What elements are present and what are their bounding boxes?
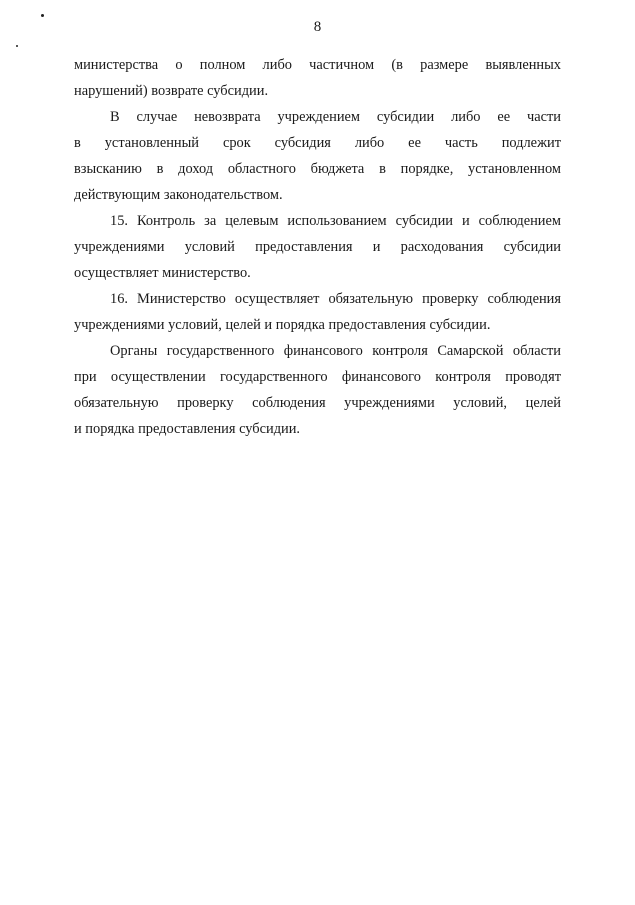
text-line: взысканию в доход областного бюджета в порядке, установленном — [74, 161, 561, 177]
text-line: обязательную проверку соблюдения учреждениями условий, целей — [74, 395, 561, 411]
text-line: учреждениями условий предоставления и расходования субсидии — [74, 239, 561, 255]
document-body — [74, 52, 561, 442]
text-line: осуществляет министерство. — [74, 265, 251, 281]
text-line: учреждениями условий, целей и порядка предоставления субсидии. — [74, 317, 491, 333]
text-line: действующим законодательством. — [74, 187, 283, 203]
text-line: нарушений) возврате субсидии. — [74, 83, 269, 99]
page-number: 8 — [313, 19, 322, 35]
scan-speck — [16, 45, 18, 47]
text-line: В случае невозврата учреждением субсидии либо ее части — [110, 109, 561, 125]
paragraph-refund — [74, 52, 561, 104]
paragraph-15 — [74, 208, 561, 286]
paragraph-financial-control — [74, 338, 561, 442]
text-line: и порядка предоставления субсидии. — [74, 421, 301, 437]
text-line: 15. Контроль за целевым использованием субсидии и соблюдением — [110, 213, 561, 229]
text-line: в установленный срок субсидия либо ее часть подлежит — [74, 135, 561, 151]
paragraph-16 — [74, 286, 561, 338]
text-line: Органы государственного финансового контроля Самарской области — [110, 343, 561, 359]
paragraph-non-return — [74, 104, 561, 208]
text-line: при осуществлении государственного финансового контроля проводят — [74, 369, 561, 385]
text-line: министерства о полном либо частичном (в размере выявленных — [74, 57, 561, 73]
scan-speck — [41, 14, 44, 17]
text-line: 16. Министерство осуществляет обязательную проверку соблюдения — [110, 291, 561, 307]
